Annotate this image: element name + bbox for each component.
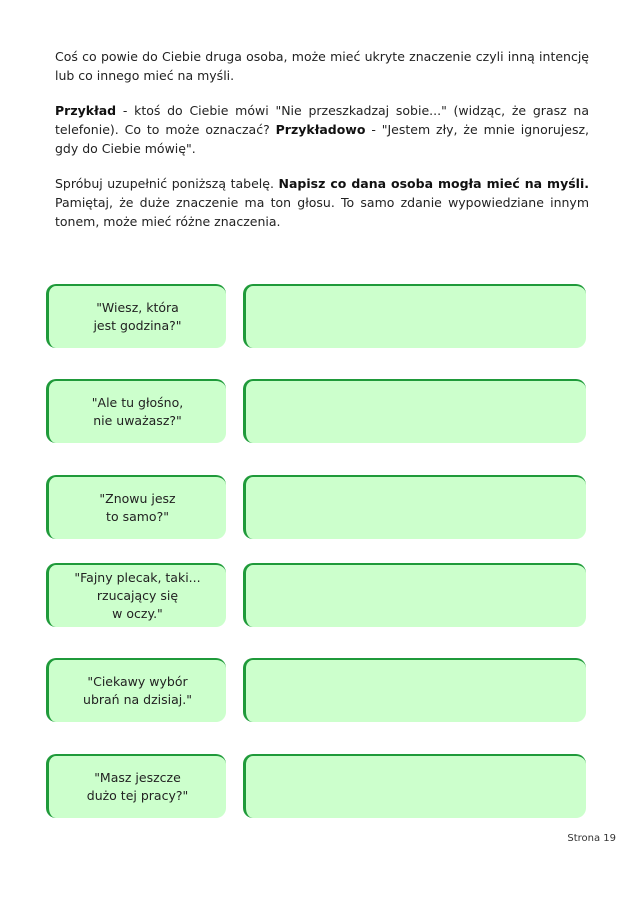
page-number: Strona 19 [567,833,616,844]
answer-field[interactable] [243,284,586,348]
phrase-text: "Fajny plecak, taki... rzucający się w oczy." [74,570,201,621]
example-label: Przykład [55,103,117,118]
intro-paragraph-2 [55,101,589,158]
answer-field[interactable] [243,754,586,818]
table-row [46,284,588,350]
phrase-text: "Masz jeszcze dużo tej pracy?" [86,770,189,803]
intro-paragraph-1 [55,47,589,85]
phrase-cell [46,284,226,348]
instruction-text-2: Pamiętaj, że duże znaczenie ma ton głosu. To samo zdanie wypowiedziane innym tonem, może mieć różne znaczenia. [55,195,589,229]
phrase-text: "Znowu jesz to samo?" [99,491,176,524]
table-row [46,754,588,820]
intro-text-1: Coś co powie do Ciebie druga osoba, może mieć ukryte znaczenie czyli inną intencję lub co innego mieć na myśli. [55,49,589,83]
example-answer-label: Przykładowo [275,122,366,137]
table-row [46,475,588,541]
intro-paragraph-3 [55,174,589,231]
phrase-cell [46,563,226,627]
phrase-cell [46,475,226,539]
table-row [46,379,588,445]
example-text: - ktoś do Ciebie mówi "Nie przeszkadzaj sobie..." (widząc, że grasz na telefonie). Co to może oznaczać? [55,103,589,137]
phrase-text: "Ale tu głośno, nie uważasz?" [91,395,184,428]
answer-field[interactable] [243,563,586,627]
phrase-cell [46,658,226,722]
answer-field[interactable] [243,379,586,443]
phrase-cell [46,379,226,443]
phrase-text: "Wiesz, która jest godzina?" [93,300,182,333]
phrase-text: "Ciekawy wybór ubrań na dzisiaj." [83,674,192,707]
answer-field[interactable] [243,658,586,722]
table-row [46,658,588,724]
phrase-cell [46,754,226,818]
example-answer-text: - "Jestem zły, że mnie ignorujesz, gdy do Ciebie mówię". [55,122,589,156]
table-row [46,563,588,629]
answer-field[interactable] [243,475,586,539]
instruction-bold: Napisz co dana osoba mogła mieć na myśli. [278,176,589,191]
instruction-text-1: Spróbuj uzupełnić poniższą tabelę. [55,176,279,191]
